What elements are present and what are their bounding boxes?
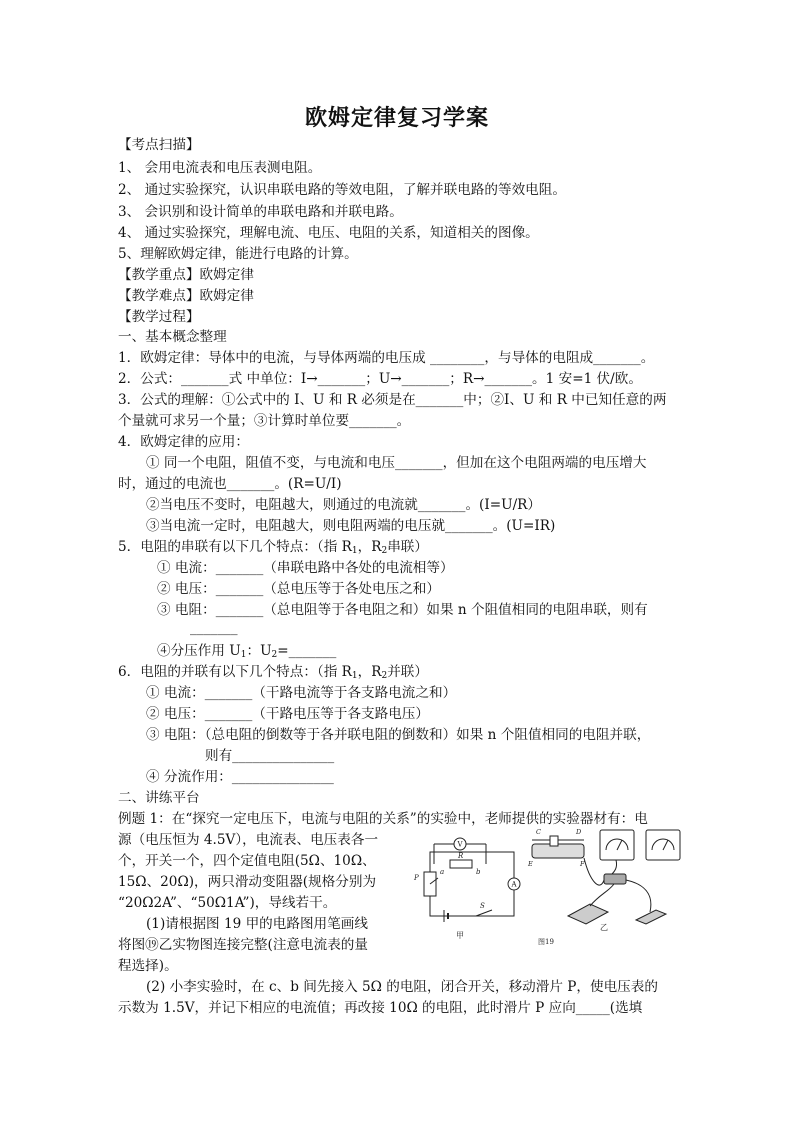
- kaodian-item-3: 3、 会识别和设计简单的串联电路和并联电路。: [118, 204, 403, 220]
- text: 5．电阻的串联有以下几个特点：（指 R: [118, 539, 352, 555]
- series-voltage: ② 电压：_______（总电压等于各处电压之和）: [157, 581, 440, 597]
- text: 6．电阻的并联有以下几个特点：（指 R: [118, 664, 352, 680]
- circuit-diagram: [424, 838, 520, 922]
- subscript: 1: [240, 650, 247, 660]
- series-current: ① 电流：_______（串联电路中各处的电流相等）: [157, 560, 454, 576]
- subscript: 2: [381, 546, 388, 556]
- item-4-point-1-line-1: ① 同一个电阻，阻值不变，与电流和电压_______，但加在这个电阻两端的电压增大: [146, 455, 647, 471]
- item-1-ohms-law: 1．欧姆定律：导体中的电流，与导体两端的电压成 ________，与导体的电阻成_______。: [118, 350, 655, 366]
- resistor-label: R: [458, 852, 464, 860]
- terminal-f-label: F: [580, 860, 585, 868]
- terminal-e-label: E: [528, 860, 533, 868]
- parallel-current-division: ④ 分流作用：_______________: [146, 769, 334, 785]
- figure-caption: 图19: [538, 938, 554, 946]
- item-4-point-2: ②当电压不变时，电阻越大，则通过的电流就_______。(I=U/R）: [146, 497, 541, 513]
- section-1-heading: 一、基本概念整理: [118, 329, 227, 345]
- slider-label: P: [414, 874, 419, 882]
- example-1-line-1: 例题 1：在“探究一定电压下，电流与电阻的关系”的实验中，老师提供的实验器材有：电: [118, 811, 648, 827]
- subscript: 1: [351, 546, 358, 556]
- voltmeter-device: [646, 830, 680, 860]
- ammeter-label: A: [511, 880, 517, 889]
- subscript: 2: [381, 671, 388, 681]
- text: =_______: [277, 643, 337, 659]
- example-1-line-3: 个，开关一个，四个定值电阻(5Ω、10Ω、: [118, 853, 376, 869]
- label-yi: 乙: [600, 923, 608, 932]
- parallel-current: ① 电流：_______（干路电流等于各支路电流之和）: [146, 685, 457, 701]
- switch-label: S: [480, 902, 485, 910]
- item-2-formula: 2．公式：_______式 中单位：I→_______；U→_______；R→_______。1 安=1 伏/欧。: [118, 371, 642, 387]
- kaodian-item-2: 2、 通过实验探究，认识串联电路的等效电阻，了解并联电路的等效电阻。: [118, 182, 566, 198]
- text: ：U: [246, 643, 272, 659]
- text: ，R: [357, 664, 382, 680]
- item-3-line-2: 个量就可求另一个量；③计算时单位要_______。: [118, 413, 411, 429]
- wire: [590, 884, 614, 906]
- wire: [584, 858, 604, 885]
- text: 串联）: [387, 539, 428, 555]
- item-4-point-1-line-2: 时，通过的电流也_______。(R=U/I): [118, 476, 342, 492]
- rheostat-slider: [550, 836, 558, 846]
- switch-device: [636, 910, 666, 924]
- parallel-resistance-blank: 则有_______________: [205, 748, 335, 764]
- item-4-point-3: ③当电流一定时，电阻越大，则电阻两端的电压就_______。(U=IR): [146, 518, 556, 534]
- wire: [626, 880, 651, 912]
- ammeter-device: [600, 830, 634, 860]
- example-1-line-5: “20Ω2A”、“50Ω1A”)，导线若干。: [118, 895, 337, 911]
- teaching-focus: 【教学重点】欧姆定律: [118, 267, 254, 283]
- example-1-question-1: (1)请根据图 19 甲的电路图用笔画线: [146, 916, 368, 932]
- terminal-b-label: b: [476, 868, 481, 876]
- parallel-voltage: ② 电压：_______（干路电压等于各支路电压）: [146, 706, 429, 722]
- example-1-question-1-line-2: 将图⑲乙实物图连接完整(注意电流表的量: [118, 937, 368, 953]
- subscript: 2: [271, 650, 278, 660]
- switch-s: [476, 910, 492, 916]
- kaodian-header: 【考点扫描】: [118, 137, 200, 153]
- example-1-question-2-line-2: 示数为 1.5V，并记下相应的电流值；再改接 10Ω 的电阻，此时滑片 P 应向_____(选填: [118, 1000, 643, 1016]
- text: ，R: [357, 539, 382, 555]
- page-title: 欧姆定律复习学案: [304, 105, 489, 131]
- terminal-c-label: C: [536, 828, 541, 836]
- subscript: 1: [351, 671, 358, 681]
- text: 并联）: [387, 664, 428, 680]
- resistor-r: [450, 860, 472, 868]
- example-1-line-2: 源（电压恒为 4.5V），电流表、电压表各一: [118, 832, 379, 848]
- series-resistance: ③ 电阻：_______（总电阻等于各电阻之和）如果 n 个阻值相同的电阻串联，则有: [157, 602, 648, 618]
- teaching-difficulty: 【教学难点】欧姆定律: [118, 288, 254, 304]
- terminal-d-label: D: [576, 828, 582, 836]
- kaodian-item-4: 4、 通过实验探究，理解电流、电压、电阻的关系，知道相关的图像。: [118, 225, 539, 241]
- battery-box: [568, 904, 608, 924]
- terminal-a-label: a: [440, 868, 445, 876]
- example-1-question-1-line-3: 程选择)。: [118, 958, 178, 974]
- section-2-heading: 二、讲练平台: [118, 790, 200, 806]
- item-3-line-1: 3．公式的理解：①公式中的 I、U 和 R 必须是在_______中；②I、U 和 R 中已知任意的两: [118, 392, 667, 408]
- kaodian-item-5: 5、理解欧姆定律，能进行电路的计算。: [118, 246, 358, 262]
- teaching-process: 【教学过程】: [118, 309, 200, 325]
- text: ④分压作用 U: [157, 643, 241, 659]
- apparatus-photo: [532, 830, 680, 924]
- example-1-line-4: 15Ω、20Ω)，两只滑动变阻器(规格分别为: [118, 874, 377, 890]
- label-jia: 甲: [456, 931, 464, 940]
- example-1-question-2: (2) 小李实验时，在 c、b 间先接入 5Ω 的电阻，闭合开关，移动滑片 P，使电压表的: [146, 979, 658, 995]
- item-4-heading: 4．欧姆定律的应用：: [118, 434, 249, 450]
- figure-19: [404, 822, 694, 950]
- resistor-device: [604, 874, 626, 884]
- voltmeter-label: V: [457, 840, 463, 849]
- series-resistance-blank: _______: [190, 620, 238, 636]
- parallel-resistance: ③ 电阻：（总电阻的倒数等于各并联电阻的倒数和）如果 n 个阻值相同的电阻并联，: [146, 727, 651, 743]
- kaodian-item-1: 1、 会用电流表和电压表测电阻。: [118, 160, 322, 176]
- wire: [612, 860, 617, 874]
